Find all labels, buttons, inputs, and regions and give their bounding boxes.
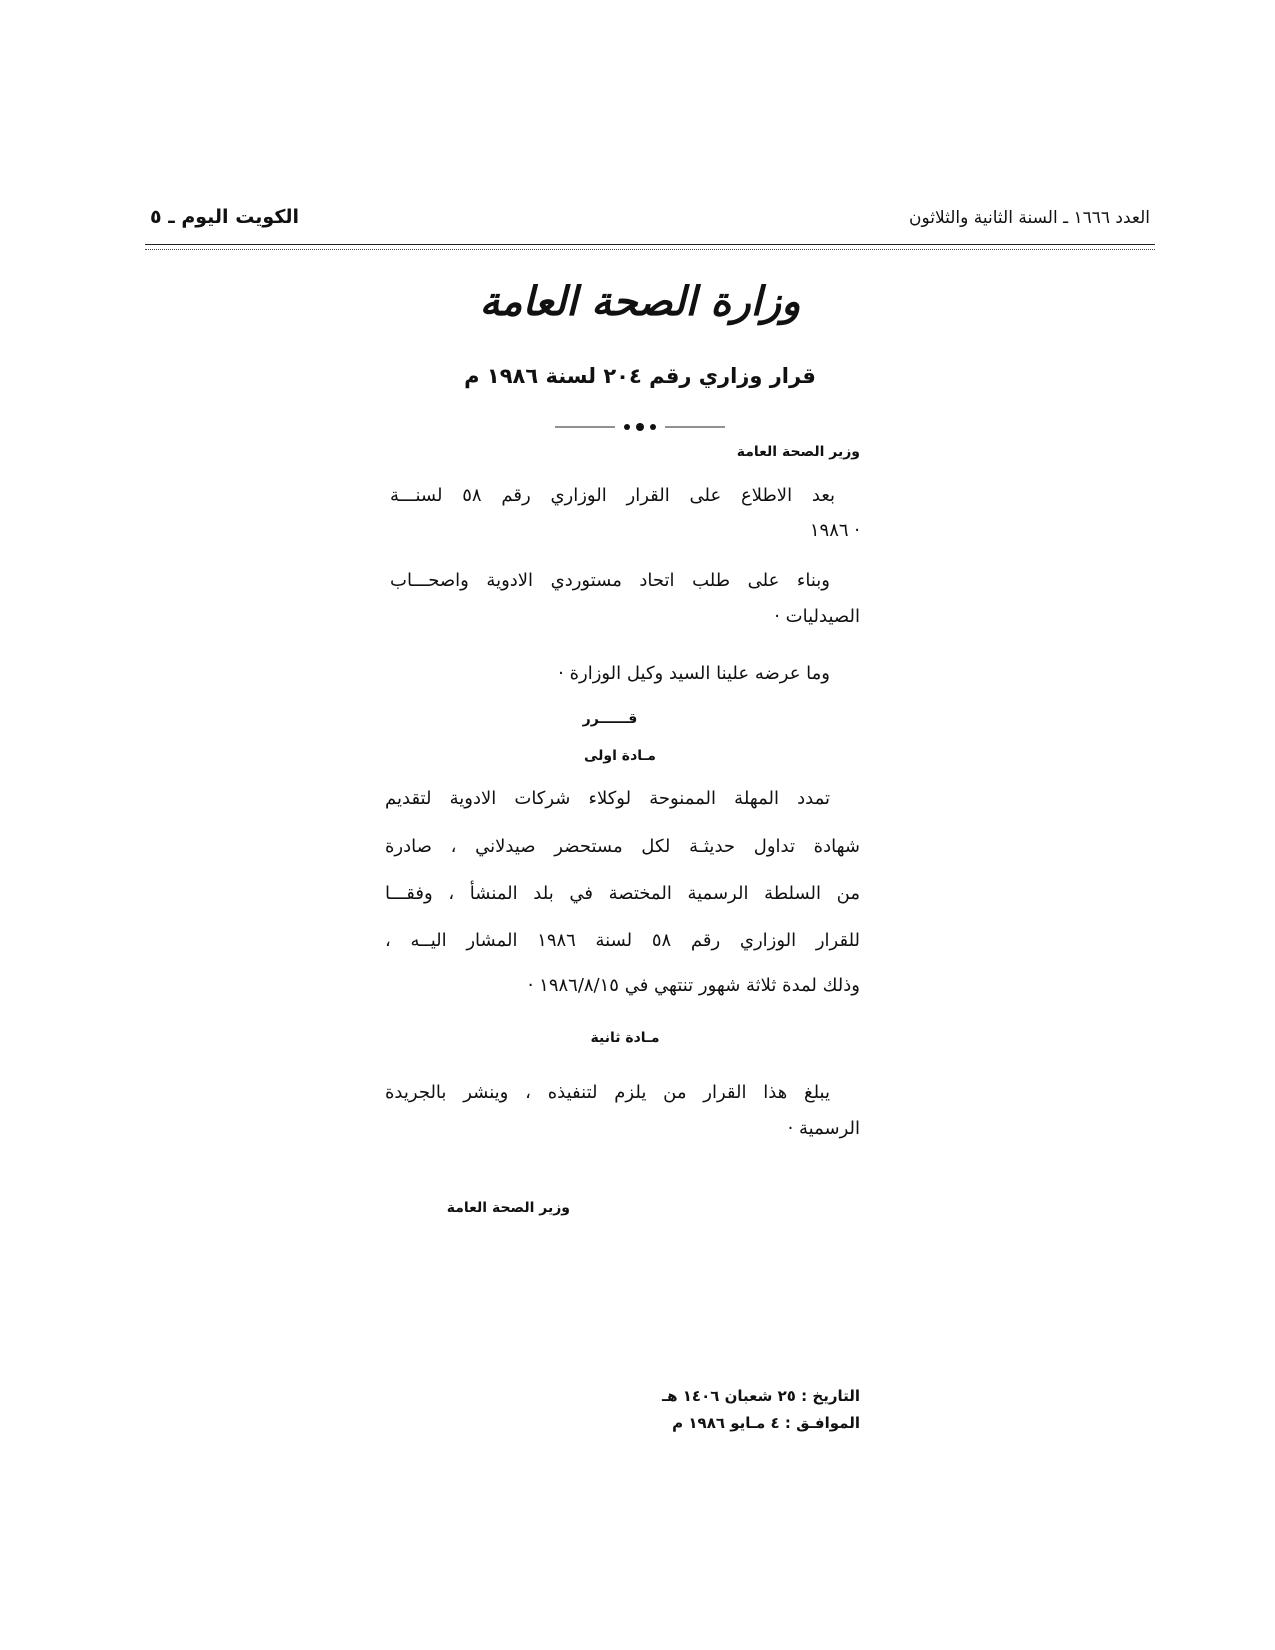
ornament-divider: [555, 420, 725, 434]
publication-name: الكويت اليوم ـ ٥: [150, 206, 300, 228]
article-1-line-3: من السلطة الرسمية المختصة في بلد المنشأ ، وفقـــا: [385, 883, 860, 904]
decides-heading: قــــــرر: [582, 711, 638, 727]
article-2-line-1: يبلغ هذا القرار من يلزم لتنفيذه ، وينشر بالجريدة: [385, 1082, 830, 1103]
preamble-2-line-2: الصيدليات ·: [774, 606, 860, 627]
issue-line: العدد ١٦٦٦ ـ السنة الثانية والثلاثون: [908, 208, 1150, 228]
article-1-line-1: تمدد المهلة الممنوحة لوكلاء شركات الادوية لتقديم: [385, 788, 830, 809]
preamble-1-line-1: بعد الاطلاع على القرار الوزاري رقم ٥٨ لسنـــة: [390, 485, 836, 506]
preamble-3-line-1: وما عرضه علينا السيد وكيل الوزارة ·: [558, 663, 830, 684]
article-1-line-2: شهادة تداول حديثـة لكل مستحضر صيدلاني ، صادرة: [385, 836, 860, 857]
date-hijri: التاريخ : ٢٥ شعبان ١٤٠٦ هـ: [662, 1387, 860, 1405]
signature-line: وزير الصحة العامة: [446, 1200, 570, 1216]
article-2-heading: مـادة ثانية: [590, 1030, 660, 1046]
article-1-line-4: للقرار الوزاري رقم ٥٨ لسنة ١٩٨٦ المشار اليــه ،: [385, 930, 861, 951]
issuer-line: وزير الصحة العامة: [736, 444, 860, 460]
article-1-line-5: وذلك لمدة ثلاثة شهور تنتهي في ١٩٨٦/٨/١٥ ·: [527, 975, 860, 996]
article-2-line-2: الرسمية ·: [787, 1118, 860, 1139]
ministry-title: وزارة الصحة العامة: [479, 278, 801, 325]
decree-title: قرار وزاري رقم ٢٠٤ لسنة ١٩٨٦ م: [464, 364, 816, 388]
article-1-heading: مـادة اولى: [584, 748, 656, 764]
header-dotted-rule: [145, 249, 1155, 250]
header-rule: [145, 244, 1155, 245]
preamble-2-line-1: وبناء على طلب اتحاد مستوردي الادوية واصحـــاب: [390, 570, 830, 591]
preamble-1-line-2: ١٩٨٦ ·: [809, 520, 860, 541]
date-gregorian: الموافـق : ٤ مـايو ١٩٨٦ م: [672, 1414, 860, 1432]
